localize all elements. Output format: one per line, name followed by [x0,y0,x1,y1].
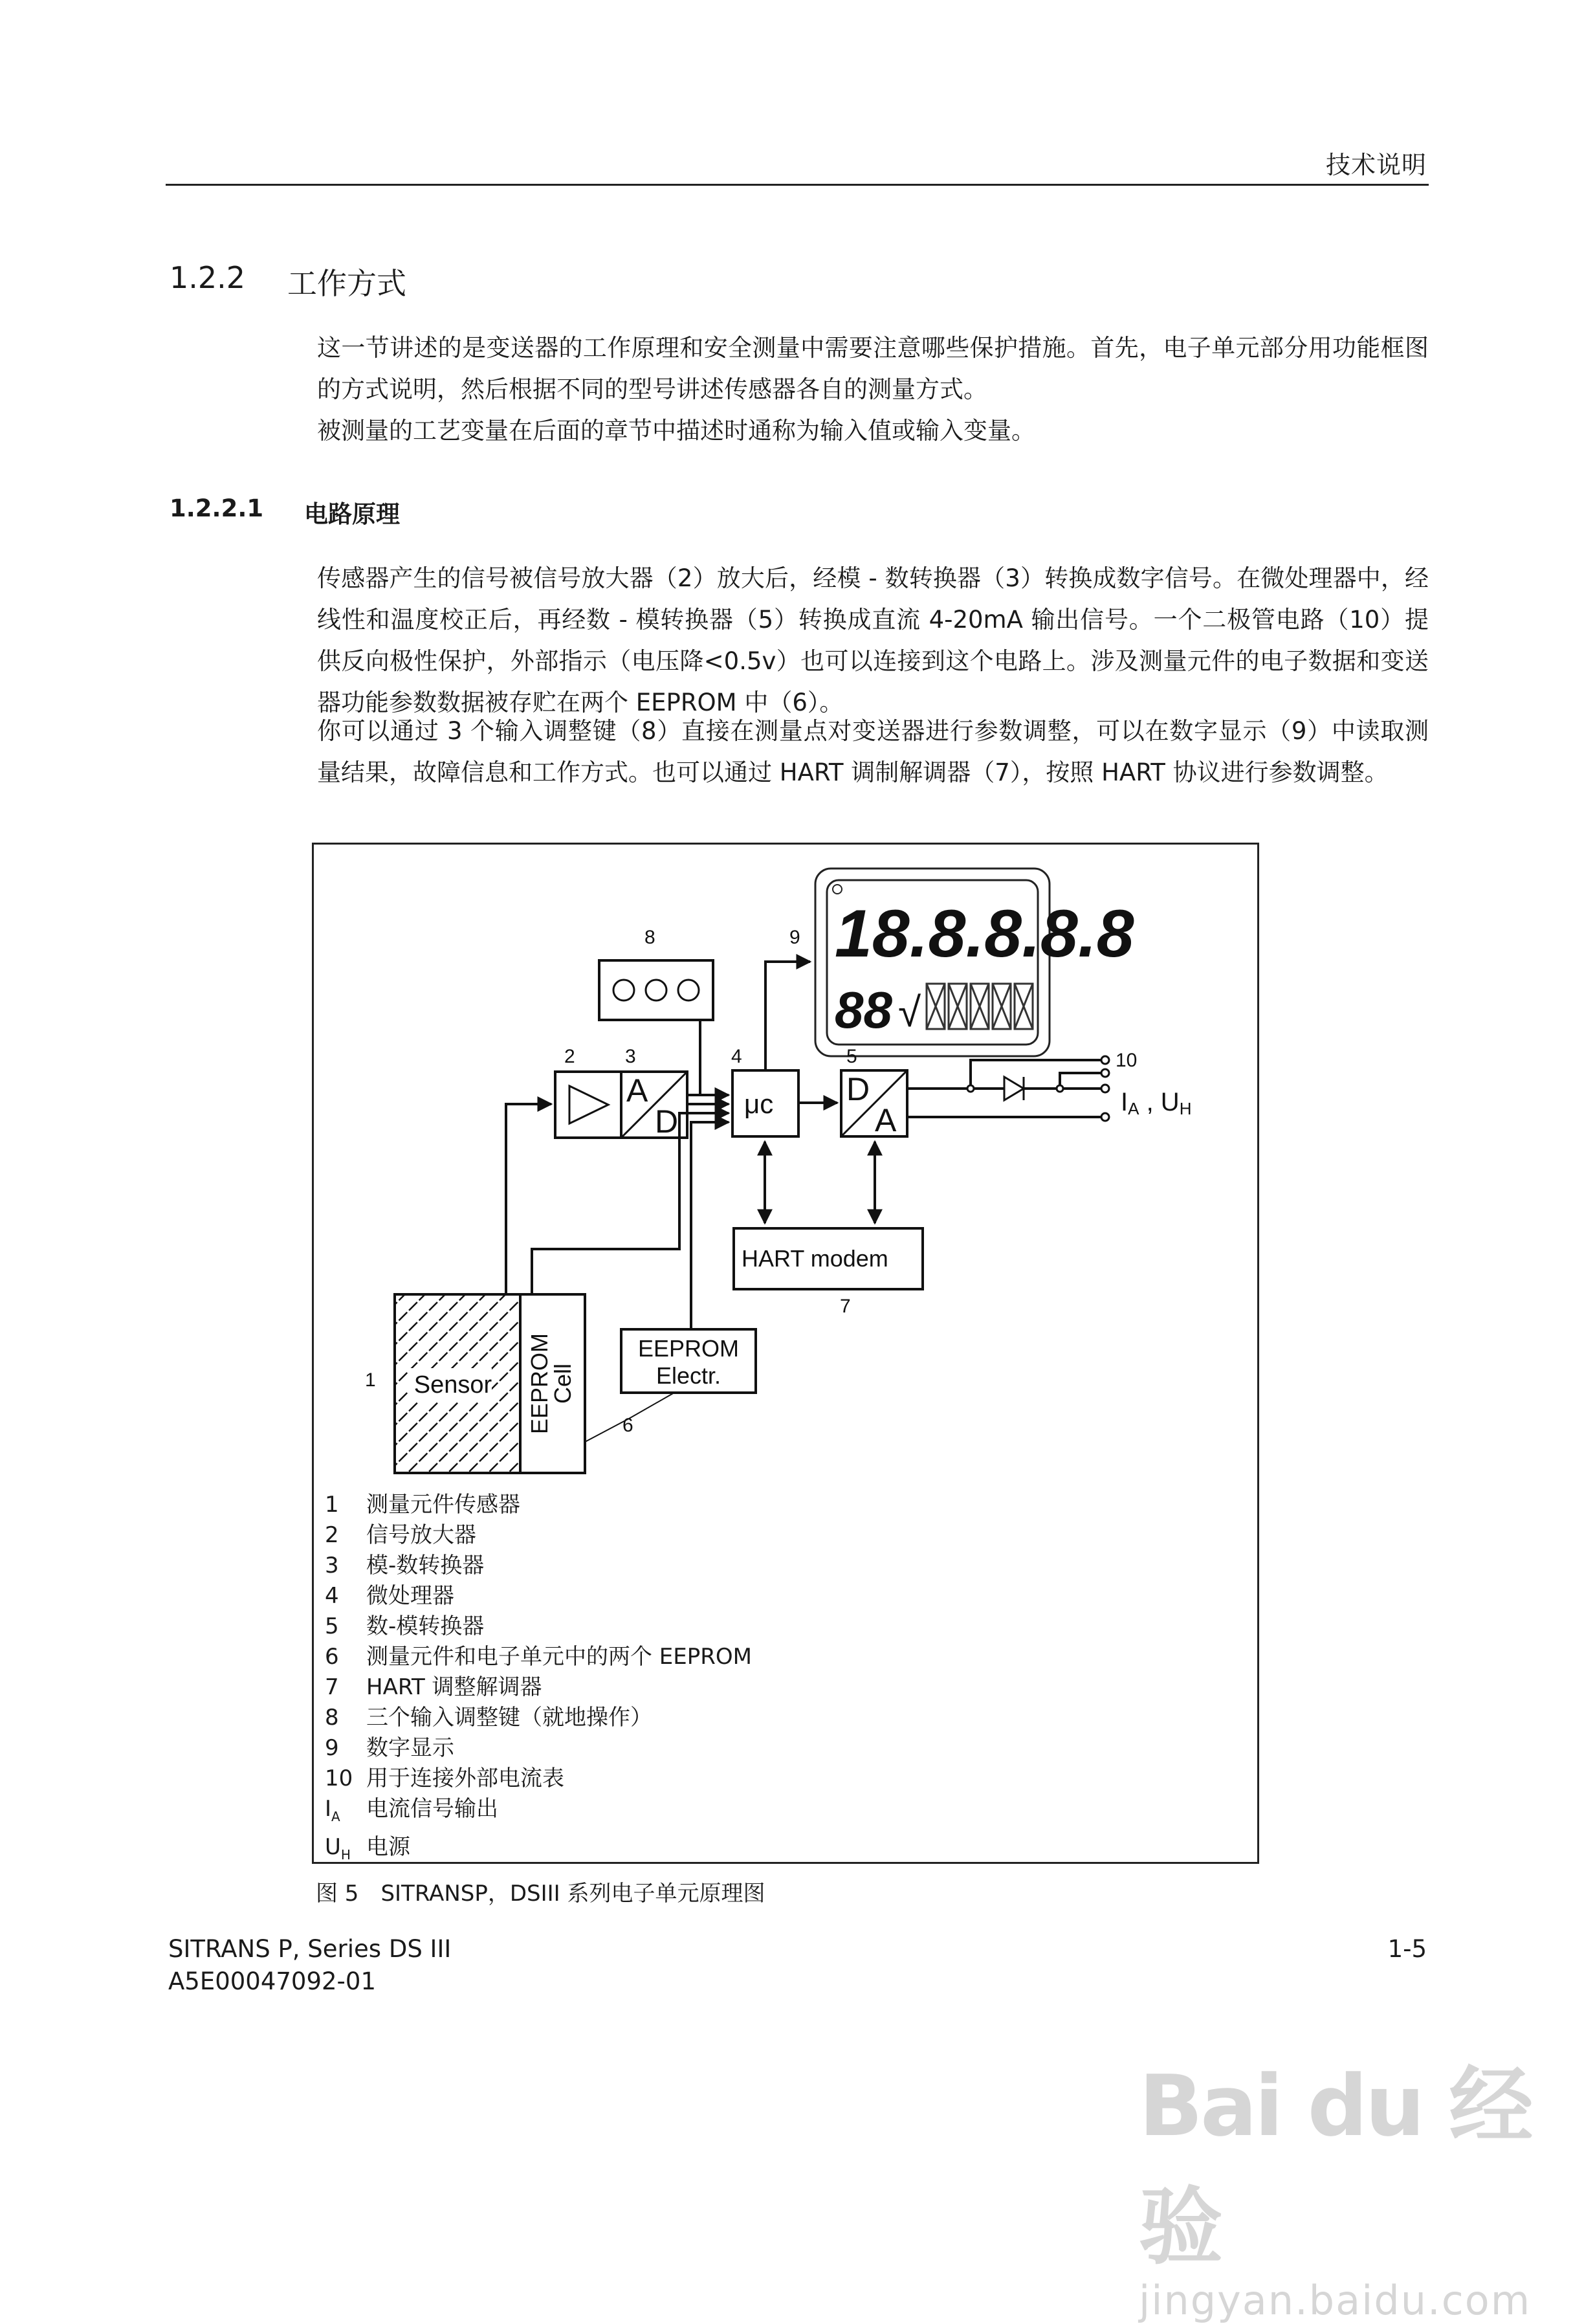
callout-6: 6 [622,1415,633,1436]
key-1-icon [613,980,634,1001]
footer-docnum: A5E00047092-01 [168,1967,376,1995]
da-block [841,1070,907,1138]
subsection-title: 电路原理 [304,500,400,528]
legend-item: 5 数-模转换器 [325,1613,485,1639]
key-2-icon [646,980,666,1001]
legend-item: 4 微处理器 [325,1583,454,1609]
legend-item: 8 三个输入调整键（就地操作） [325,1705,652,1731]
legend-item: 10 用于连接外部电流表 [325,1765,564,1791]
legend-item-uh: $U_H$ 电源 [325,1833,410,1863]
watermark-brand: Bai du 经验 [1139,2057,1531,2276]
watermark-url: jingyan.baidu.com [1139,2277,1532,2324]
figure-legend [325,1490,752,1870]
hart-modem-label: HART modem [742,1245,888,1272]
ad-label-a: A [626,1072,648,1109]
lcd-root-icon: √ [898,989,921,1035]
legend-item: 1 测量元件传感器 [325,1492,520,1518]
section-title: 工作方式 [287,266,406,301]
key-3-icon [678,980,699,1001]
sensor-block [395,1294,585,1473]
eeprom-cell-label-1: EEPROM [526,1333,553,1435]
callout-5: 5 [846,1046,857,1067]
da-label-a: A [875,1102,897,1138]
intro-paragraph-1: 这一节讲述的是变送器的工作原理和安全测量中需要注意哪些保护措施。首先，电子单元部分用功能框图的方式说明，然后根据不同的型号讲述传感器各自的测量方式。 [317,334,1429,403]
eeprom-cell-label-2: Cell [549,1363,576,1404]
subsection-number: 1.2.2.1 [170,494,264,522]
footer-product: SITRANS P, Series DS III [168,1935,452,1963]
block-diagram [312,843,1259,1490]
eeprom-electronics-block [621,1329,756,1393]
header-section-label: 技术说明 [1325,151,1427,179]
callout-1: 1 [365,1369,376,1391]
body-paragraph-1: 传感器产生的信号被信号放大器（2）放大后，经模 - 数转换器（3）转换成数字信号。在微处理器中，经线性和温度校正后，再经数 - 模转换器（5）转换成直流 4-20mA 输出信号。一个二极管电路（10）提供反向极性保护，外部指示（电压降<0.5v）也可以连接到这个电路上。涉及测量元件的电子数据和变送器功能参数数据被存贮在两个 EEPROM 中（6）。 [317,564,1429,716]
callout-2: 2 [564,1046,575,1067]
section-number: 1.2.2 [170,260,246,295]
intro-paragraph-2: 被测量的工艺变量在后面的章节中描述时通称为输入值或输入变量。 [317,417,1035,445]
figure-caption: 图 5 SITRANSP，DSIII 系列电子单元原理图 [316,1881,765,1907]
body-paragraph-2: 你可以通过 3 个输入调整键（8）直接在测量点对变送器进行参数调整，可以在数字显示（9）中读取测量结果，故障信息和工作方式。也可以通过 HART 调制解调器（7），按照 HART 协议进行参数调整。 [317,717,1429,786]
legend-item: 3 模-数转换器 [325,1553,485,1578]
lcd-main-digits: 18.8.8.8.8 [835,896,1134,971]
callout-8: 8 [644,927,655,948]
output-label: IA , UH [1121,1088,1192,1118]
microcontroller-block [732,1070,798,1136]
legend-item: 6 测量元件和电子单元中的两个 EEPROM [325,1644,752,1670]
sensor-label: Sensor [413,1371,492,1399]
da-label-d: D [846,1071,870,1107]
baidu-watermark [1139,2039,1584,2324]
ad-label-d: D [655,1103,679,1140]
eeprom-electr-label-2: Electr. [655,1362,721,1389]
hart-modem-block [734,1228,923,1289]
footer-page-number: 1-5 [1387,1935,1427,1963]
legend-item: 2 信号放大器 [325,1522,476,1548]
callout-9: 9 [789,927,800,948]
input-keys-box [599,960,713,1020]
legend-item: 9 数字显示 [325,1735,454,1761]
header-rule [166,184,1429,186]
callout-10: 10 [1116,1050,1138,1071]
legend-item: 7 HART 调整解调器 [325,1674,542,1700]
callout-3: 3 [625,1046,636,1067]
lcd-small-digits: 88 [835,981,892,1039]
legend-item-ia: $I_A$ 电流信号输出 [325,1796,498,1824]
lcd-display [815,869,1134,1056]
amplifier-ad-block [555,1072,687,1140]
eeprom-electr-label-1: EEPROM [637,1335,740,1362]
uc-label: μc [744,1089,774,1119]
callout-4: 4 [731,1046,742,1067]
callout-7: 7 [840,1296,851,1317]
